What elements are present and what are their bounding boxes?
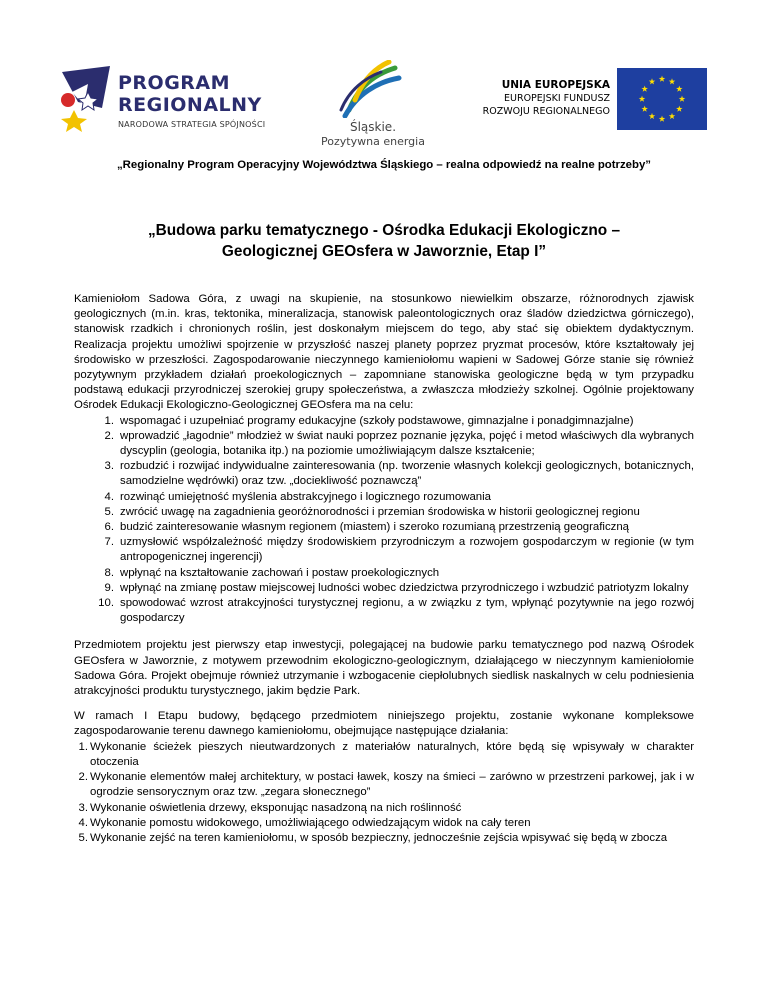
list-item-number: 6. [104,521,114,534]
list-item-text: spowodować wzrost atrakcyjności turystycznej regionu, a w związku z tym, wpłynąć pozytywnie na jego rozwój gospodarczy [120,597,694,625]
program-logo-subtitle: NARODOWA STRATEGIA SPÓJNOŚCI [118,120,266,129]
list-item-text: Wykonanie ścieżek pieszych nieutwardzonych z materiałów naturalnych, które będą się wpisywały w charakter otoczenia [90,740,694,768]
goals-list [74,414,694,627]
slaskie-tagline: Pozytywna energia [321,135,425,148]
list-item-number: 5. [104,505,114,518]
list-item-text: Wykonanie zejść na teren kamieniołomu, w sposób bezpieczny, jednocześnie zejścia wpisywać się będą w zbocza [90,831,668,844]
slaskie-waves-icon [335,60,405,118]
subject-paragraph: Przedmiotem projektu jest pierwszy etap inwestycji, polegającej na budowie parku tematycznego pod nazwą Ośrodek GEOsfera w Jaworznie, z motywem przewodnim ekologiczno-geologicznym, działającego w nieczynnym kamieniołomie Sadowa Góra. Projekt obejmuje również utrzymanie i wzbogacenie ciepłolubnych siedlisk naskalnych w celu podniesienia atrakcyjności produktu turystycznego, jakim będzie Park. [74,639,694,698]
slaskie-logo [305,60,435,150]
action-item [74,801,694,816]
goal-item [74,596,694,626]
list-item-text: wpłynąć na kształtowanie zachowań i postaw proekologicznych [120,566,440,579]
list-item-number: 7. [104,536,114,549]
list-item-text: rozbudzić i rozwijać indywidualne zainteresowania (np. tworzenie własnych kolekcji geologicznych, botanicznych, samodzielne wędrówki) oraz tzw. „dociekliwość poznawczą” [120,460,694,488]
eu-text-block [468,78,610,118]
goal-item [74,429,694,459]
slaskie-name: Śląskie. [349,120,397,134]
list-item-number: 9. [104,581,114,594]
title-line2: Geologicznej GEOsfera w Jaworznie, Etap I” [221,243,547,260]
list-item-number: 4. [78,816,88,829]
list-item-number: 2. [78,771,88,784]
goal-item [74,581,694,596]
action-item [74,770,694,800]
program-logo-line2: REGIONALNY [118,94,262,116]
intro-paragraph: Kamieniołom Sadowa Góra, z uwagi na skupienie, na stosunkowo niewielkim obszarze, różnorodnych zjawisk geologicznych (m.in. kras, tektonika, mineralizacja, stanowisk paleontologicznych oraz śladów dziedzictwa górniczego), stanowisk rzadkich i chronionych roślin, jest doskonałym miejscem do tego, aby stać się obiektem dydaktycznym. Realizacja projektu umożliwi spojrzenie w przyszłość naszej planety poprzez pryzmat procesów, które kształtowały jej środowisko w przeszłości. Zagospodarowanie nieczynnego kamieniołomu wapieni w Sadowej Górze stanie się również pozytywnym przykładem działań proekologicznych – zapomniane stanowiska geologiczne będą w tym przypadku podstawą edukacji przyrodniczej szerokiej grupy społeczeństwa, a zwłaszcza młodzieży szkolnej. Ogólnie projektowany Ośrodek Edukacji Ekologiczno-Geologicznej GEOsfera ma na celu: [74,293,694,412]
eu-title: UNIA EUROPEJSKA [501,79,610,91]
action-item [74,740,694,770]
actions-list [74,740,694,846]
list-item-text: wspomagać i uzupełniać programy edukacyjne (szkoły podstawowe, gimnazjalne i ponadgimnazjalne) [120,414,634,427]
goal-item [74,535,694,565]
goal-item [74,505,694,520]
list-item-number: 3. [104,460,114,473]
goal-item [74,490,694,505]
list-item-number: 1. [104,414,114,427]
stage-intro-paragraph: W ramach I Etapu budowy, będącego przedmiotem niniejszego projektu, zostanie wykonane kompleksowe zagospodarowanie terenu dawnego kamieniołomu, obejmujące następujące działania: [74,710,694,738]
title-line1: „Budowa parku tematycznego - Ośrodka Edukacji Ekologiczno – [147,222,621,239]
list-item-text: Wykonanie pomostu widokowego, umożliwiającego odwiedzającym widok na cały teren [90,816,531,829]
goal-item [74,459,694,489]
list-item-text: zwrócić uwagę na zagadnienia georóżnorodności i przemian środowiska w historii geologicznej regionu [120,505,640,518]
list-item-text: Wykonanie oświetlenia drzewy, eksponując nasadzoną na nich roślinność [90,801,462,814]
list-item-text: wprowadzić „łagodnie” młodzież w świat nauki poprzez poznanie języka, pojęć i metod właściwych dla wybranych dyscyplin (geologia, botanika itp.) na poziomie umożliwiającym dalsze kształcenie; [120,429,694,458]
program-regionalny-mark-icon [58,62,114,132]
list-item-text: budzić zainteresowanie własnym regionem (miastem) i szeroko rozumianą przestrzenią geograficzną [120,521,630,534]
action-item [74,816,694,831]
goal-item [74,520,694,535]
page-title [60,220,708,262]
eu-fund-line: EUROPEJSKI FUNDUSZ [504,93,610,104]
eu-flag-icon [617,68,707,130]
goal-item [74,414,694,429]
list-item-number: 3. [78,801,88,814]
list-item-text: uzmysłowić współzależność między środowiskiem przyrodniczym a rozwojem gospodarczym w regionie (w tym antropogenicznej ingerencji) [120,536,694,564]
list-item-text: Wykonanie elementów małej architektury, w postaci ławek, koszy na śmieci – zarówno w przestrzeni parkowej, jak i w ogrodzie sensorycznym oraz tzw. „zegara słonecznego” [90,771,694,799]
action-item [74,831,694,846]
list-item-number: 2. [104,429,114,442]
eu-fund-line2: ROZWOJU REGIONALNEGO [482,106,610,117]
list-item-number: 1. [78,740,88,753]
goal-item [74,566,694,581]
document-body [74,292,694,846]
list-item-number: 5. [78,831,88,844]
list-item-number: 8. [104,566,114,579]
list-item-text: rozwinąć umiejętność myślenia abstrakcyjnego i logicznego rozumowania [120,490,492,503]
program-regionalny-logo [58,62,278,142]
list-item-number: 4. [104,490,114,503]
program-logo-line1: PROGRAM [118,72,231,94]
list-item-number: 10. [98,597,114,610]
header-logos [0,0,768,150]
program-tagline: „Regionalny Program Operacyjny Województwa Śląskiego – realna odpowiedź na realne potrzeby” [116,159,652,171]
list-item-text: wpłynąć na zmianę postaw miejscowej ludności wobec dziedzictwa przyrodniczego i wzbudzić patriotyzm lokalny [120,581,689,594]
